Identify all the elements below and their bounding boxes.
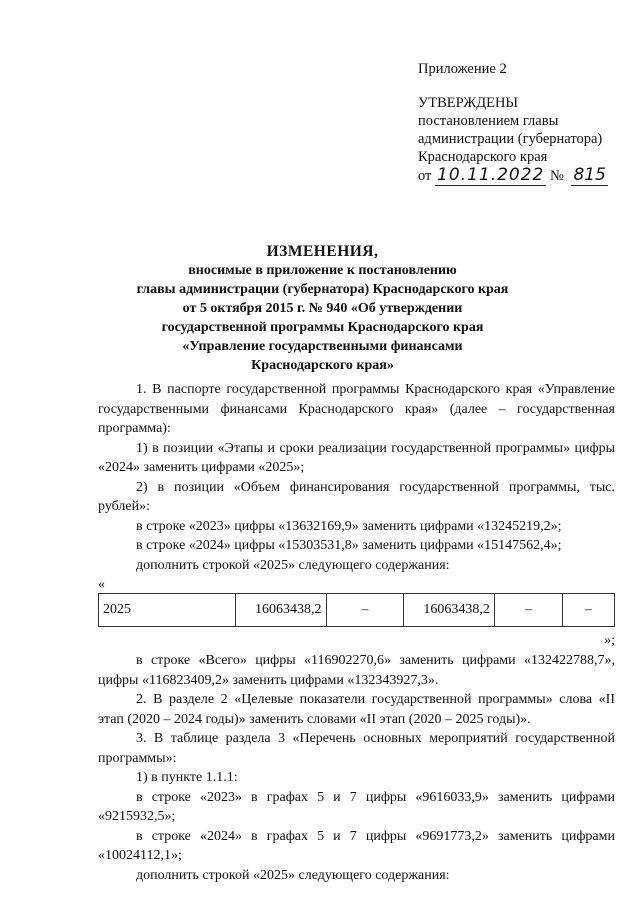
paragraph: в строке «2024» в графах 5 и 7 цифры «9691773,2» заменить цифрами «10024112,1»; [98,828,615,863]
table-cell: – [562,594,614,627]
paragraph: 1. В паспорте государственной программы Краснодарского края «Управление государственными финансами Краснодарского края» (далее – государственная программа): [98,382,615,436]
paragraph: 1) в позиции «Этапы и сроки реализации государственной программы» цифры «2024» заменить цифрами «2025»; [98,440,615,475]
title-line: «Управление государственными финансами [182,339,463,354]
table-cell: 16063438,2 [235,594,326,627]
number-sign: № [550,168,564,184]
approved-label: УТВЕРЖДЕНЫ [418,95,519,111]
quote-close: »; [604,633,615,648]
paragraph: 3. В таблице раздела 3 «Перечень основных мероприятий государственной программы»: [98,731,615,766]
table-cell: 16063438,2 [404,594,495,627]
table-row [99,594,615,627]
handwritten-date: 10.11.2022 [437,165,545,185]
title-heading: ИЗМЕНЕНИЯ, [266,243,379,260]
approval-line-3: Краснодарского края [418,149,548,165]
paragraph: в строке «2024» цифры «15303531,8» заменить цифрами «15147562,4»; [136,538,562,553]
document-title [60,242,585,375]
approval-date-line [418,166,608,185]
paragraph: 1) в пункте 1.1.1: [136,770,238,785]
table-cell: – [494,594,562,627]
title-line: от 5 октября 2015 г. № 940 «Об утверждении [182,301,463,316]
paragraph: 2. В разделе 2 «Целевые показатели государственной программы» слова «II этап (2020 – 2024 годы)» заменить словами «II этап (2020 – 2025 годы)». [98,692,615,727]
paragraph: 2) в позиции «Объем финансирования государственной программы, тыс. рублей»: [98,479,615,514]
table-cell: – [326,594,404,627]
paragraph: в строке «2023» в графах 5 и 7 цифры «9616033,9» заменить цифрами «9215932,5»; [98,789,615,824]
title-line: главы администрации (губернатора) Краснодарского края [136,282,509,297]
title-line: государственной программы Краснодарского края [161,320,484,335]
quote-open: « [98,577,105,592]
title-line: вносимые в приложение к постановлению [188,263,457,278]
approval-line-2: администрации (губернатора) [418,131,603,147]
paragraph: дополнить строкой «2025» следующего содержания: [136,867,450,883]
appendix-label: Приложение 2 [418,61,507,77]
approval-block [418,60,608,185]
approval-line-1: постановлением главы [418,113,559,129]
paragraph: в строке «2023» цифры «13632169,9» заменить цифрами «13245219,2»; [136,518,562,534]
paragraph: в строке «Всего» цифры «116902270,6» заменить цифрами «132422788,7», цифры «116823409,2» заменить цифрами «132343927,3». [98,653,615,688]
handwritten-number: 815 [573,165,606,185]
from-label: от [418,168,432,184]
paragraph: дополнить строкой «2025» следующего содержания: [136,557,450,573]
inserted-row-table [98,593,615,627]
table-cell: 2025 [99,594,236,627]
document-body [98,380,615,885]
title-line: Краснодарского края» [251,358,394,373]
